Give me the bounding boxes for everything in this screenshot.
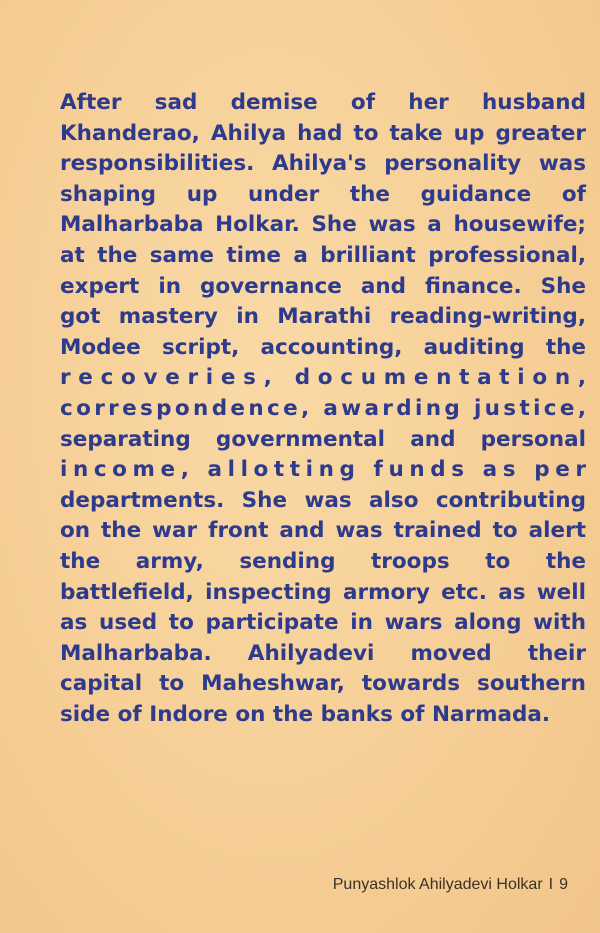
text-line: at the same time a brilliant professional, bbox=[60, 242, 586, 268]
text-line: side of Indore on the banks of Narmada. bbox=[60, 701, 551, 727]
text-line: correspondence, awarding justice, bbox=[60, 395, 590, 421]
text-line: expert in governance and finance. She bbox=[60, 273, 586, 299]
text-line: capital to Maheshwar, towards southern bbox=[60, 671, 586, 697]
text-line: on the war front and was trained to alert bbox=[60, 518, 586, 544]
text-line: battlefield, inspecting armory etc. as well bbox=[60, 579, 586, 605]
text-line: Malharbaba Holkar. She was a housewife; bbox=[60, 212, 586, 238]
text-line: the army, sending troops to the bbox=[60, 548, 586, 574]
text-line: Malharbaba. Ahilyadevi moved their bbox=[60, 640, 586, 666]
text-line: separating governmental and personal bbox=[60, 426, 586, 452]
text-line: got mastery in Marathi reading-writing, bbox=[60, 304, 586, 330]
text-line: recoveries, documentation, bbox=[60, 365, 594, 391]
body-paragraph bbox=[60, 88, 594, 730]
text-line: as used to participate in wars along with bbox=[60, 610, 586, 636]
text-line: departments. She was also contributing bbox=[60, 487, 586, 513]
page-number: 9 bbox=[559, 876, 568, 893]
text-line: Khanderao, Ahilya had to take up greater bbox=[60, 120, 586, 146]
text-line: After sad demise of her husband bbox=[60, 90, 586, 115]
page-footer bbox=[333, 876, 568, 894]
footer-separator: I bbox=[548, 876, 554, 893]
text-line: Modee script, accounting, auditing the bbox=[60, 334, 586, 360]
text-line: shaping up under the guidance of bbox=[60, 181, 586, 207]
footer-book-title: Punyashlok Ahilyadevi Holkar bbox=[332, 876, 543, 893]
text-line: responsibilities. Ahilya's personality was bbox=[60, 151, 586, 177]
text-line: income, allotting funds as per bbox=[60, 457, 592, 483]
